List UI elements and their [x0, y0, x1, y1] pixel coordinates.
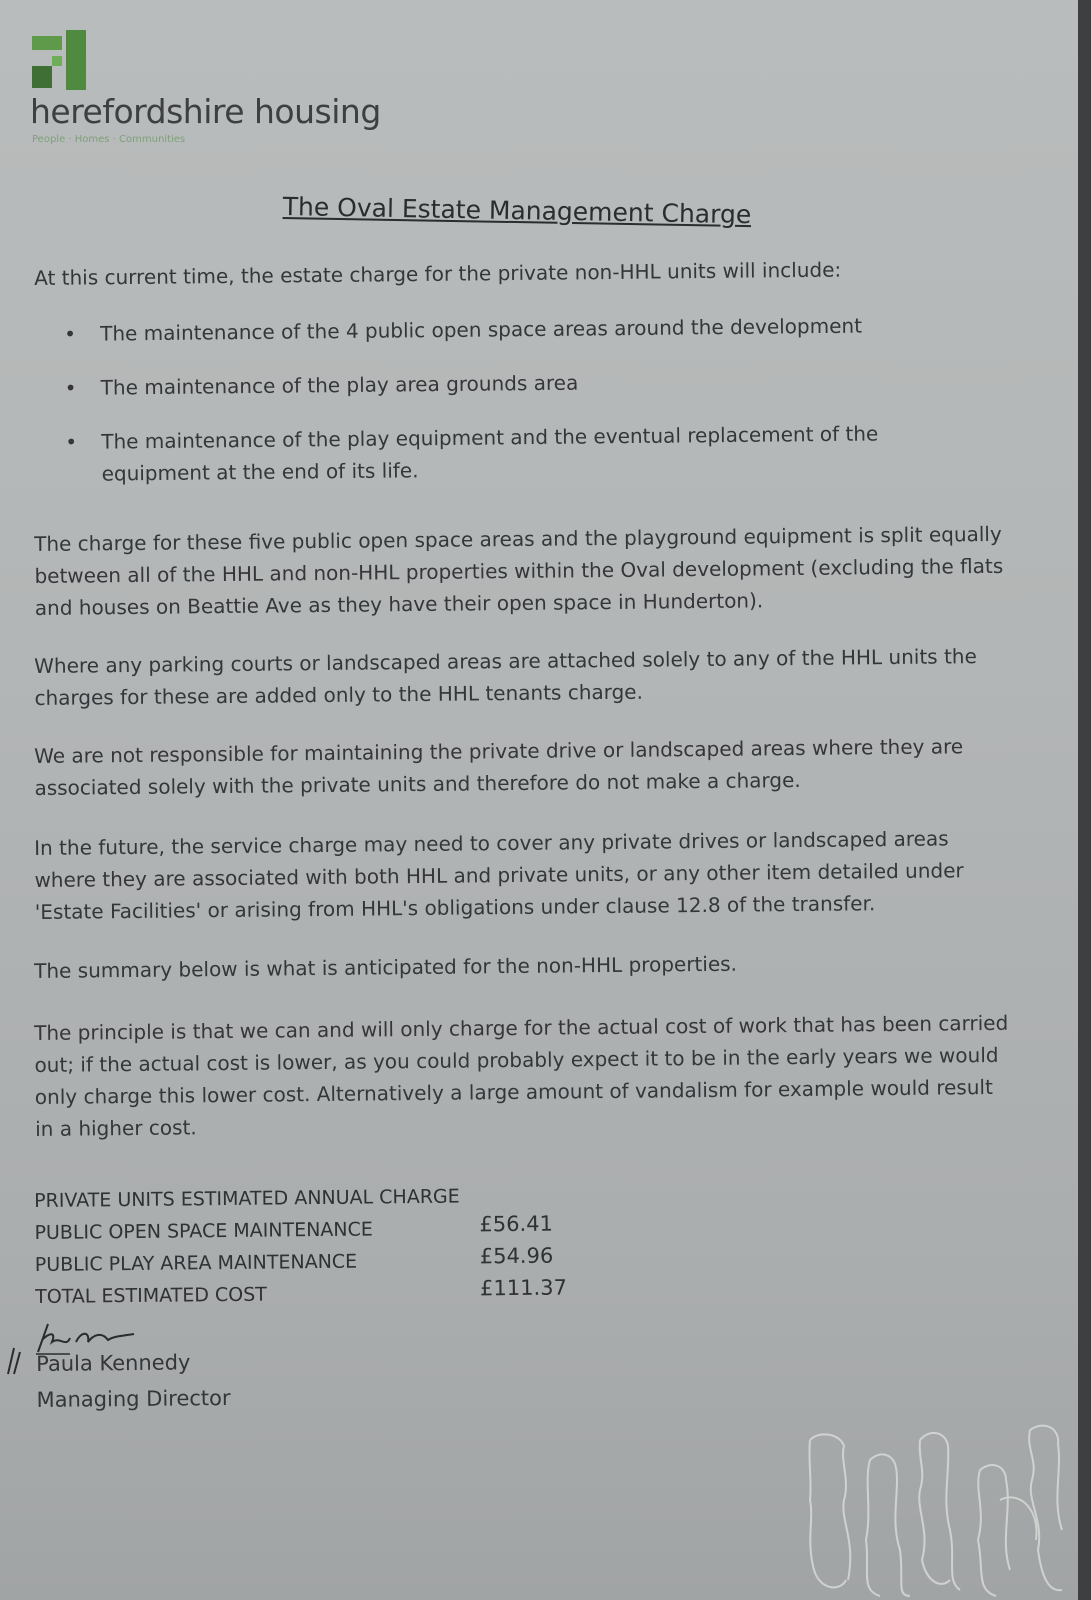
bullet-icon: •: [64, 321, 77, 346]
charge-label: PUBLIC PLAY AREA MAINTENANCE: [34, 1250, 358, 1276]
charges-summary: [34, 1179, 595, 1313]
paragraph-not-responsible: We are not responsible for maintaining the private drive or landscaped areas where they are associated solely with the private units and therefore do not make a charge.: [34, 734, 964, 800]
bullet-icon: •: [65, 429, 78, 454]
charge-label: TOTAL ESTIMATED COST: [35, 1283, 267, 1308]
page-edge-shadow: [1078, 0, 1091, 1600]
decorative-figures-outline: [800, 1420, 1070, 1600]
paragraph-hhl-charges: Where any parking courts or landscaped areas are attached solely to any of the HHL units the charges for these are added only to the HHL tenants charge.: [34, 644, 977, 710]
charge-items-list: [60, 309, 962, 512]
charge-total-row: [35, 1275, 595, 1313]
signatory-block: [36, 1344, 231, 1418]
list-item: [61, 363, 961, 404]
logo-mark-icon: [32, 30, 92, 92]
signatory-name: Paula Kennedy: [36, 1350, 191, 1376]
document-title: The Oval Estate Management Charge: [282, 192, 752, 230]
pp-mark: [4, 1346, 24, 1376]
logo-tagline: People · Homes · Communities: [32, 134, 186, 145]
intro-text: At this current time, the estate charge for the private non-HHL units will include:: [34, 257, 842, 290]
paragraph-principle: The principle is that we can and will only charge for the actual cost of work that has been carried out; if the actual cost is lower, as you could probably expect it to be in the early years we would only charge this lower cost. Alternatively a large amount of vandalism for example would result in a higher cost.: [34, 1010, 1009, 1141]
list-item-text: The maintenance of the play area grounds area: [100, 370, 579, 400]
charge-amount: £111.37: [479, 1275, 568, 1301]
list-item-text: The maintenance of the 4 public open space areas around the development: [100, 313, 863, 346]
list-item: [61, 417, 962, 490]
list-item: [60, 309, 960, 350]
charge-amount: £56.41: [479, 1211, 554, 1237]
signatory-role: Managing Director: [36, 1385, 231, 1412]
bullet-icon: •: [64, 375, 77, 400]
list-item-text: The maintenance of the play equipment and the eventual replacement of the equipment at the end of its life.: [101, 421, 879, 486]
charges-heading: PRIVATE UNITS ESTIMATED ANNUAL CHARGE: [34, 1185, 460, 1212]
logo-wordmark: herefordshire housing: [30, 92, 381, 131]
charge-amount: £54.96: [479, 1243, 554, 1269]
paragraph-split-charge: The charge for these five public open space areas and the playground equipment is split equally between all of the HHL and non-HHL properties within the Oval development (excluding the flats and houses on Beattie Ave as they have their open space in Hunderton).: [34, 521, 1004, 620]
paragraph-future-charge: In the future, the service charge may need to cover any private drives or landscaped areas where they are associated with both HHL and private units, or any other item detailed under 'Estate Facilities' or arising from HHL's obligations under clause 12.8 of the transfer.: [34, 826, 964, 924]
charge-label: PUBLIC OPEN SPACE MAINTENANCE: [34, 1218, 373, 1244]
paragraph-summary-intro: The summary below is what is anticipated for the non-HHL properties.: [34, 951, 738, 983]
